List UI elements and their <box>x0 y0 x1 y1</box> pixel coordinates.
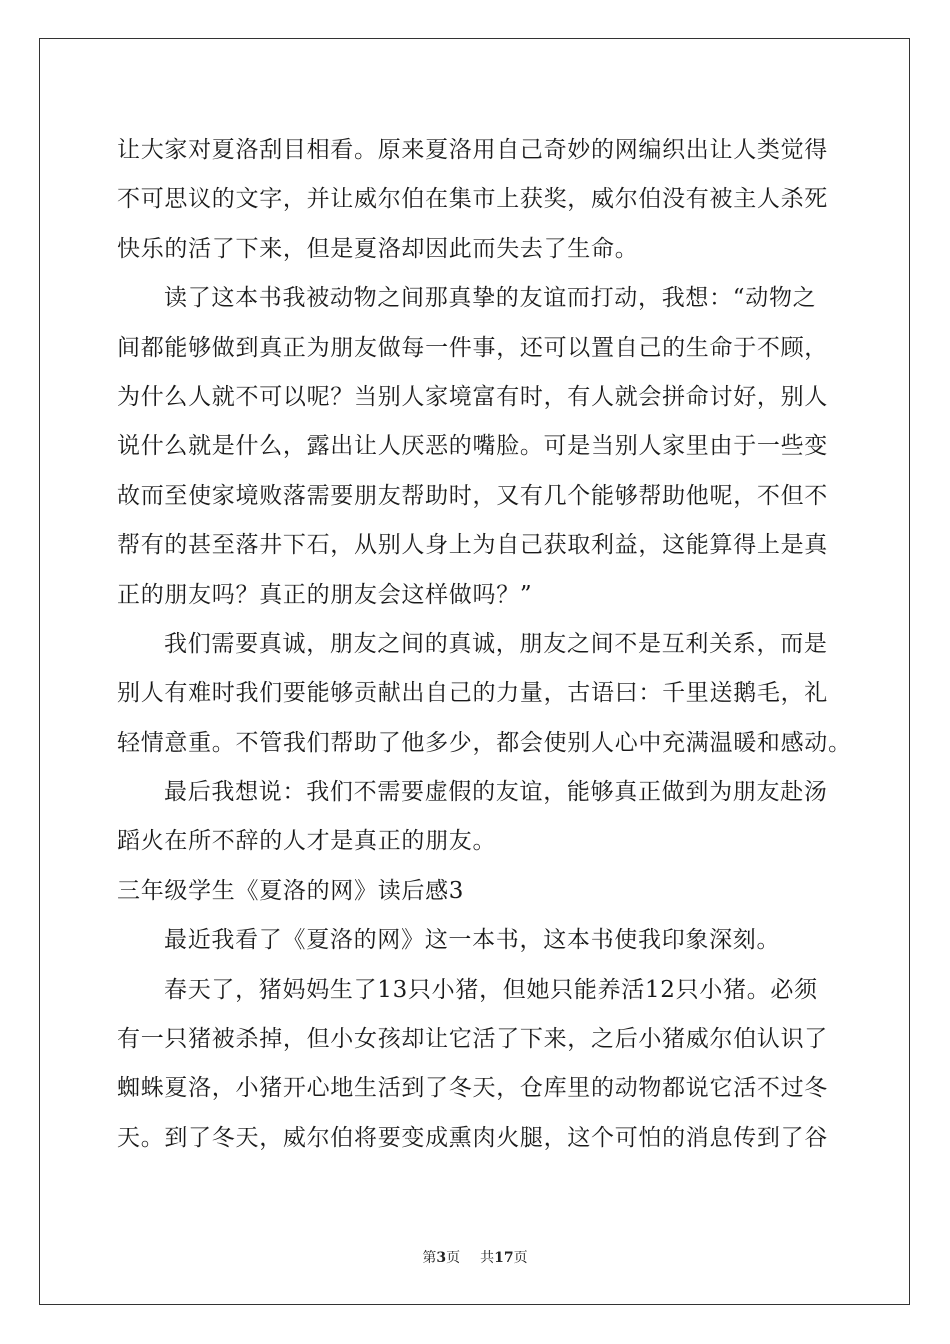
paragraph-start-line: 最近我看了《夏洛的网》这一本书，这本书使我印象深刻。 <box>164 927 781 954</box>
total-pages-suffix: 页 <box>513 1250 528 1266</box>
text-line: 蜘蛛夏洛，小猪开心地生活到了冬天，仓库里的动物都说它活不过冬 <box>117 1075 828 1102</box>
text-line: 让大家对夏洛刮目相看。原来夏洛用自己奇妙的网编织出让人类觉得 <box>117 137 828 163</box>
total-pages: 17 <box>494 1250 514 1266</box>
text-line: 间都能够做到真正为朋友做每一件事，还可以置自己的生命于不顾， <box>117 334 828 361</box>
document-body <box>117 126 852 1163</box>
page-number-suffix: 页 <box>446 1250 461 1266</box>
text-line: 快乐的活了下来，但是夏洛却因此而失去了生命。 <box>117 235 639 262</box>
text-line: 说什么就是什么，露出让人厌恶的嘴脸。可是当别人家里由于一些变 <box>117 433 828 460</box>
page-number: 3 <box>436 1250 447 1266</box>
text-line: 别人有难时我们要能够贡献出自己的力量，古语曰：千里送鹅毛，礼 <box>117 680 828 707</box>
section-heading: 三年级学生《夏洛的网》读后感3 <box>117 877 465 904</box>
total-pages-prefix: 共 <box>480 1250 495 1266</box>
paragraph-start-line: 最后我想说：我们不需要虚假的友谊，能够真正做到为朋友赴汤 <box>164 779 828 806</box>
page-footer <box>0 1248 950 1268</box>
text-line: 故而至使家境败落需要朋友帮助时，又有几个能够帮助他呢，不但不 <box>117 482 828 509</box>
text-line: 为什么人就不可以呢？当别人家境富有时，有人就会拼命讨好，别人 <box>117 383 828 410</box>
paragraph-start-line: 春天了，猪妈妈生了13只小猪，但她只能养活12只小猪。必须 <box>164 976 818 1003</box>
text-line: 有一只猪被杀掉，但小女孩却让它活了下来，之后小猪威尔伯认识了 <box>117 1026 828 1053</box>
text-line: 不可思议的文字，并让威尔伯在集市上获奖，威尔伯没有被主人杀死 <box>117 186 828 213</box>
paragraph-start-line: 读了这本书我被动物之间那真挚的友谊而打动，我想：“动物之 <box>164 285 817 312</box>
page-number-prefix: 第 <box>422 1250 437 1266</box>
text-line: 帮有的甚至落井下石，从别人身上为自己获取利益，这能算得上是真 <box>117 532 828 559</box>
text-line: 天。到了冬天，威尔伯将要变成熏肉火腿，这个可怕的消息传到了谷 <box>117 1124 828 1151</box>
text-line: 正的朋友吗？真正的朋友会这样做吗？” <box>117 581 533 608</box>
paragraph-start-line: 我们需要真诚，朋友之间的真诚，朋友之间不是互利关系，而是 <box>164 630 828 657</box>
text-line: 蹈火在所不辞的人才是真正的朋友。 <box>117 828 497 855</box>
text-line: 轻情意重。不管我们帮助了他多少，都会使别人心中充满温暖和感动。 <box>117 729 852 756</box>
